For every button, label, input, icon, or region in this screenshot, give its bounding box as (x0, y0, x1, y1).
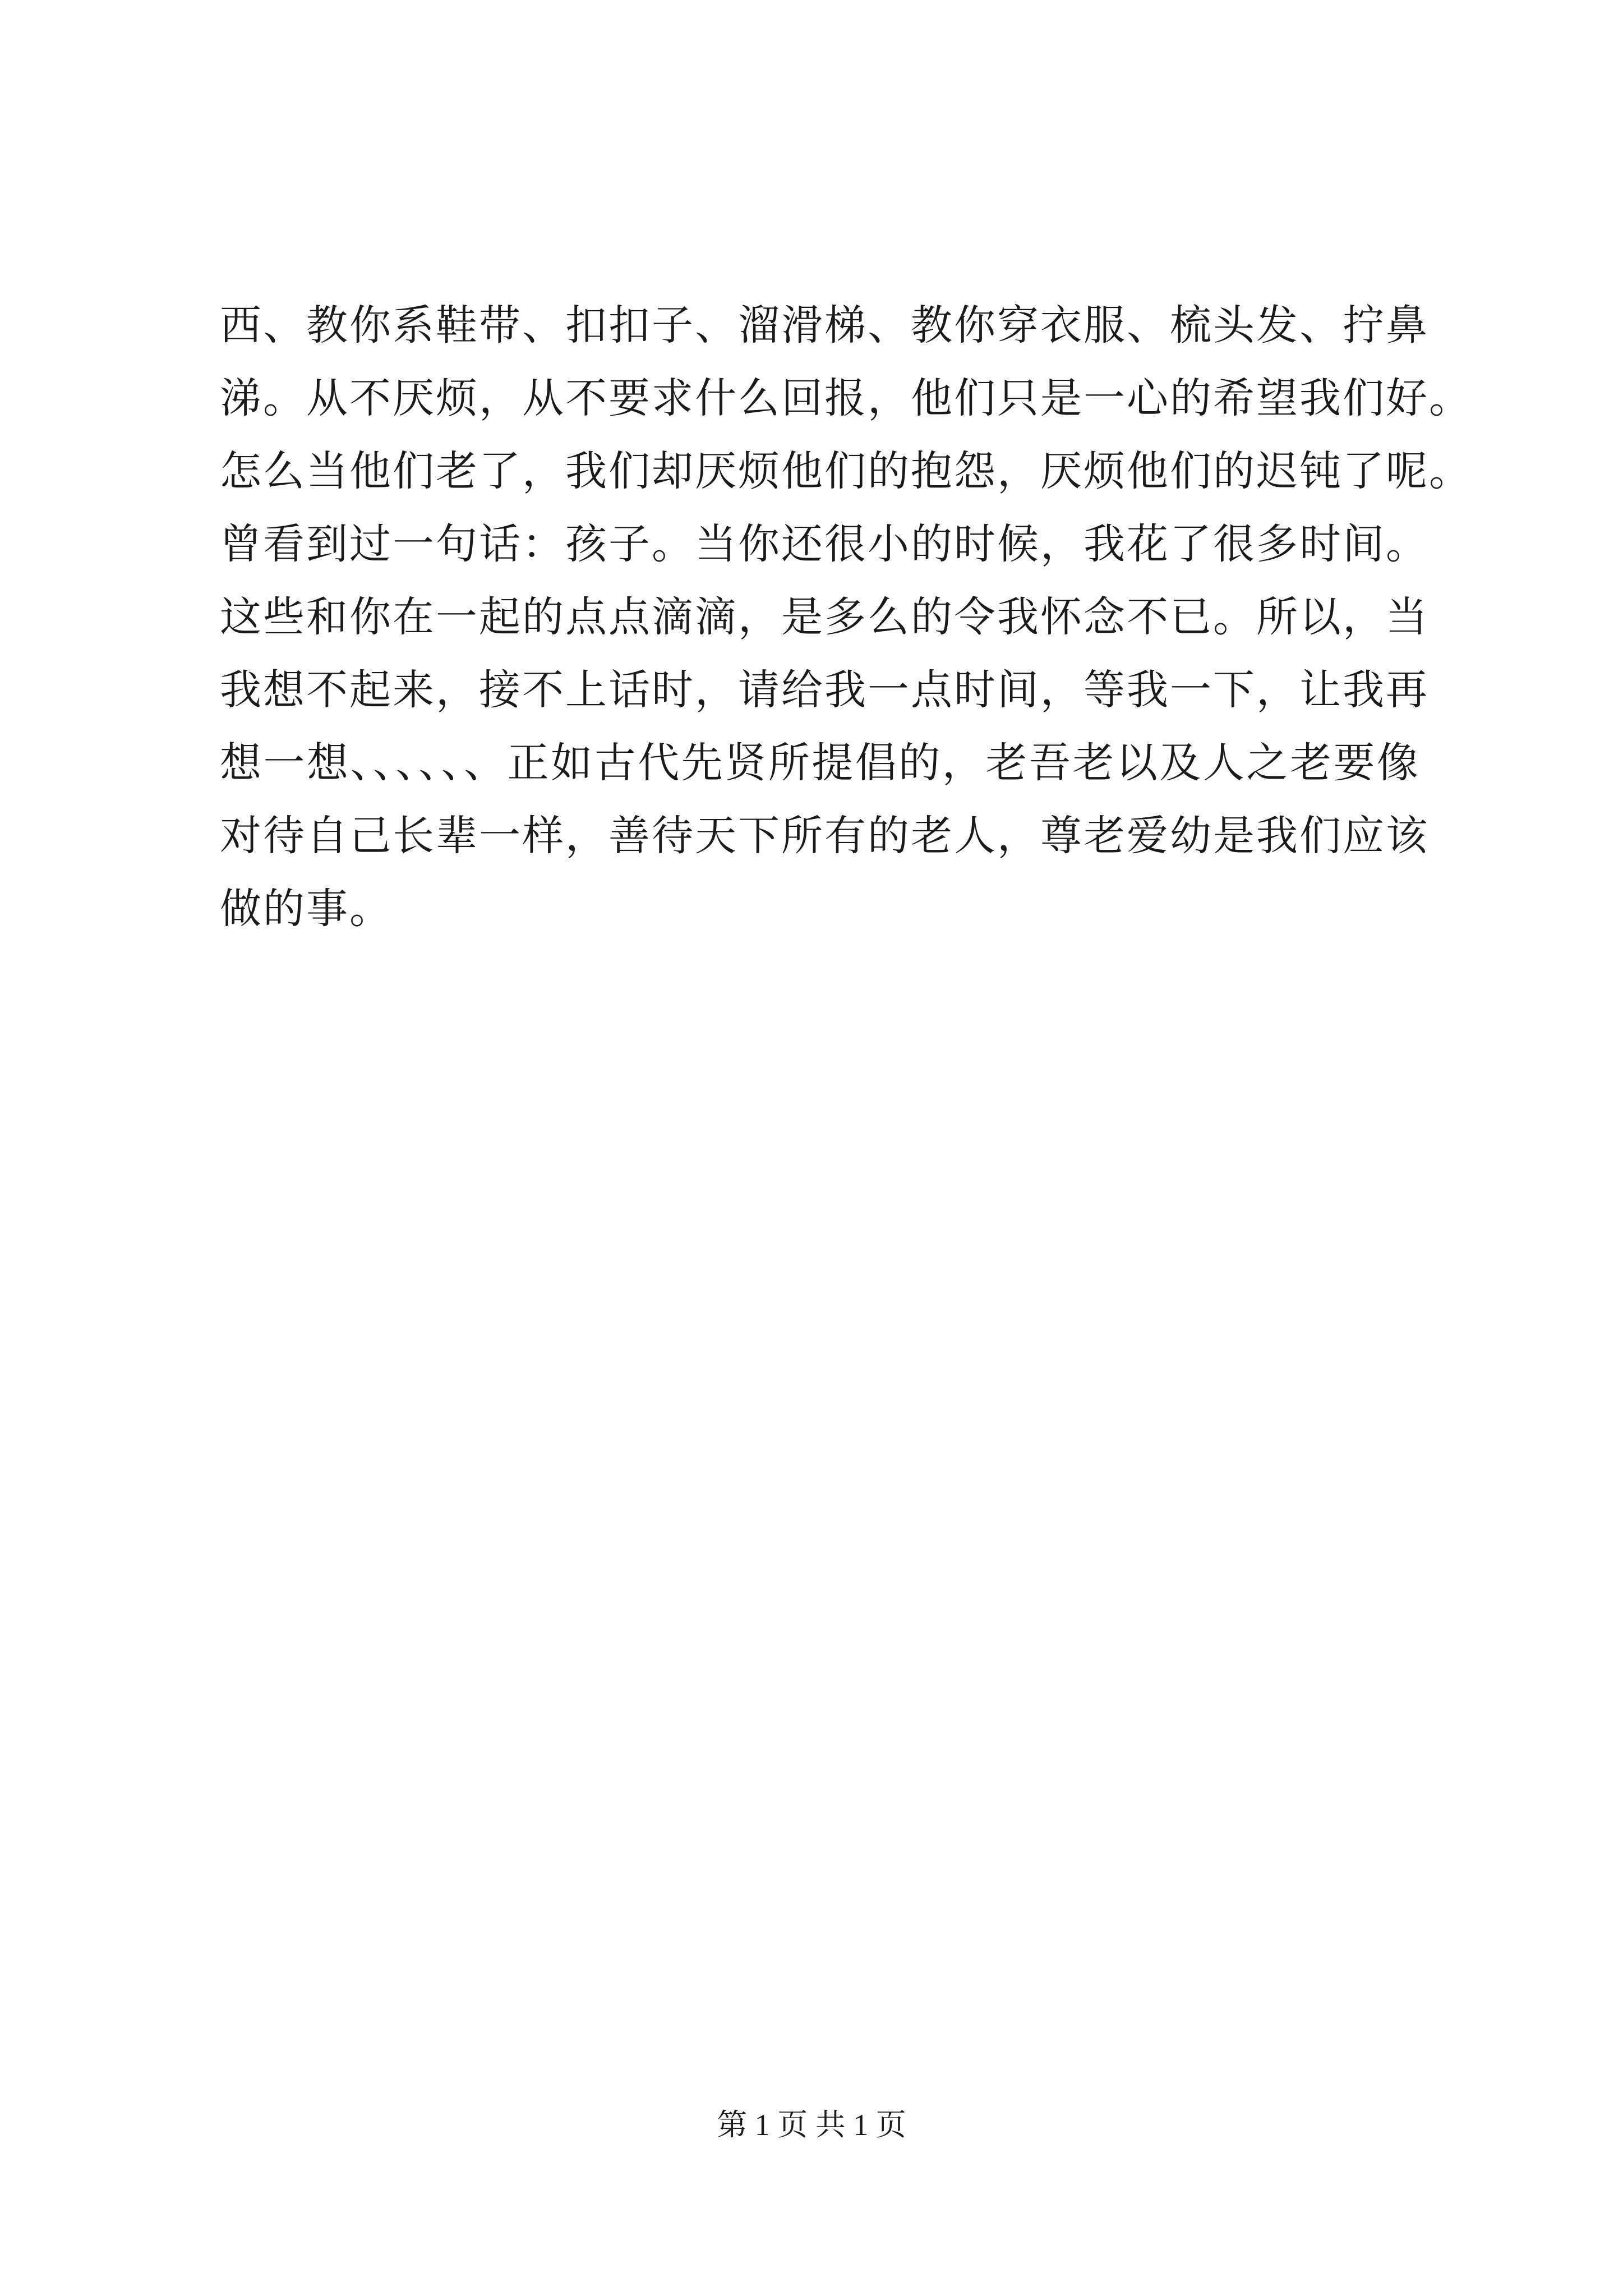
paragraph-line: 对待自己长辈一样，善待天下所有的老人，尊老爱幼是我们应该 (220, 812, 1429, 860)
page-number: 第 1 页 共 1 页 (717, 2108, 906, 2142)
paragraph-line: 我想不起来，接不上话时，请给我一点时间，等我一下，让我再 (220, 666, 1429, 714)
paragraph-line: 想一想、、、、、、正如古代先贤所提倡的，老吾老以及人之老要像 (220, 739, 1420, 787)
paragraph-line: 做的事。 (220, 885, 393, 933)
paragraph-line: 涕。从不厌烦，从不要求什么回报，他们只是一心的希望我们好。 (220, 374, 1472, 422)
paragraph-line: 西、教你系鞋带、扣扣子、溜滑梯、教你穿衣服、梳头发、拧鼻 (220, 301, 1429, 349)
paragraph-line: 这些和你在一起的点点滴滴，是多么的令我怀念不已。所以，当 (220, 593, 1429, 641)
body-paragraph (220, 289, 1472, 945)
page-footer (0, 2102, 1623, 2147)
paragraph-line: 曾看到过一句话：孩子。当你还很小的时候，我花了很多时间。 (220, 520, 1429, 568)
paragraph-line: 怎么当他们老了，我们却厌烦他们的抱怨，厌烦他们的迟钝了呢。 (220, 447, 1472, 495)
